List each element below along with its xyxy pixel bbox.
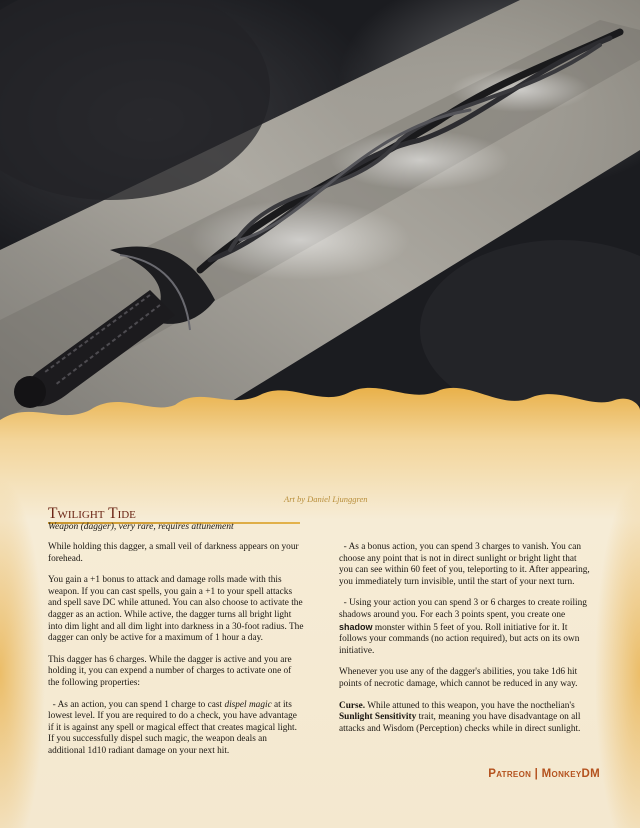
paragraph: - As an action, you can spend 1 charge to cast dispel magic at its lowest level. If you are required to do a check, you have advantage if it is against any spell or magical effect that creates magical light. If you successfully dispel such magic, the weapon deals an additional 1d10 radiant damage on your next hit. [48,699,297,756]
paragraph: You gain a +1 bonus to attack and damage rolls made with this weapon. If you can cast spells, you gain a +1 to your spell attacks and spell save DC while attuned. You can also choose to activate the dagger as an action. While active, the dagger turns all bright light into dim light and all dim light into darkness in a 30-foot radius. The dagger can only be active for a maximum of 1 hour a day. [48,575,304,644]
trait-name: Sunlight Sensitivity [339,712,417,723]
item-title: Twilight Tide [48,505,136,522]
footer-brand: Patreon | MonkeyDM [488,768,600,780]
paragraph: While holding this dagger, a small veil of darkness appears on your forehead. [48,542,299,564]
right-column [339,542,591,745]
left-column [48,542,304,768]
paragraph: - Using your action you can spend 3 or 6 charges to create roiling shadows around you. For each 3 points spent, you create one shadow monster within 5 feet of you. Roll initiative for it. It follows your commands (no action required), but acts on its own initiative. [339,598,587,656]
curse-label: Curse. [339,700,366,711]
paragraph: Curse. While attuned to this weapon, you have the nocthelian's Sunlight Sensitivity trait, meaning you have disadvantage on all attacks and Wisdom (Perception) checks while in direct sunlight. [339,700,581,734]
spell-name: dispel magic [224,699,272,710]
monster-name: shadow [339,621,373,632]
art-credit: Art by Daniel Ljunggren [284,494,368,504]
paragraph: Whenever you use any of the dagger's abilities, you take 1d6 hit points of necrotic damage, which cannot be reduced in any way. [339,667,578,689]
paragraph: - As a bonus action, you can spend 3 charges to vanish. You can choose any point that is not in direct sunlight or bright light that you can see within 60 feet of you, teleporting to it. After appearing, you immediately turn invisible, until the start of your next turn. [339,542,590,587]
paragraph: This dagger has 6 charges. While the dagger is active and you are holding it, you can expend a number of charges to activate one of the following properties: [48,654,292,688]
item-subtitle: Weapon (dagger), very rare, requires attunement [48,522,234,532]
